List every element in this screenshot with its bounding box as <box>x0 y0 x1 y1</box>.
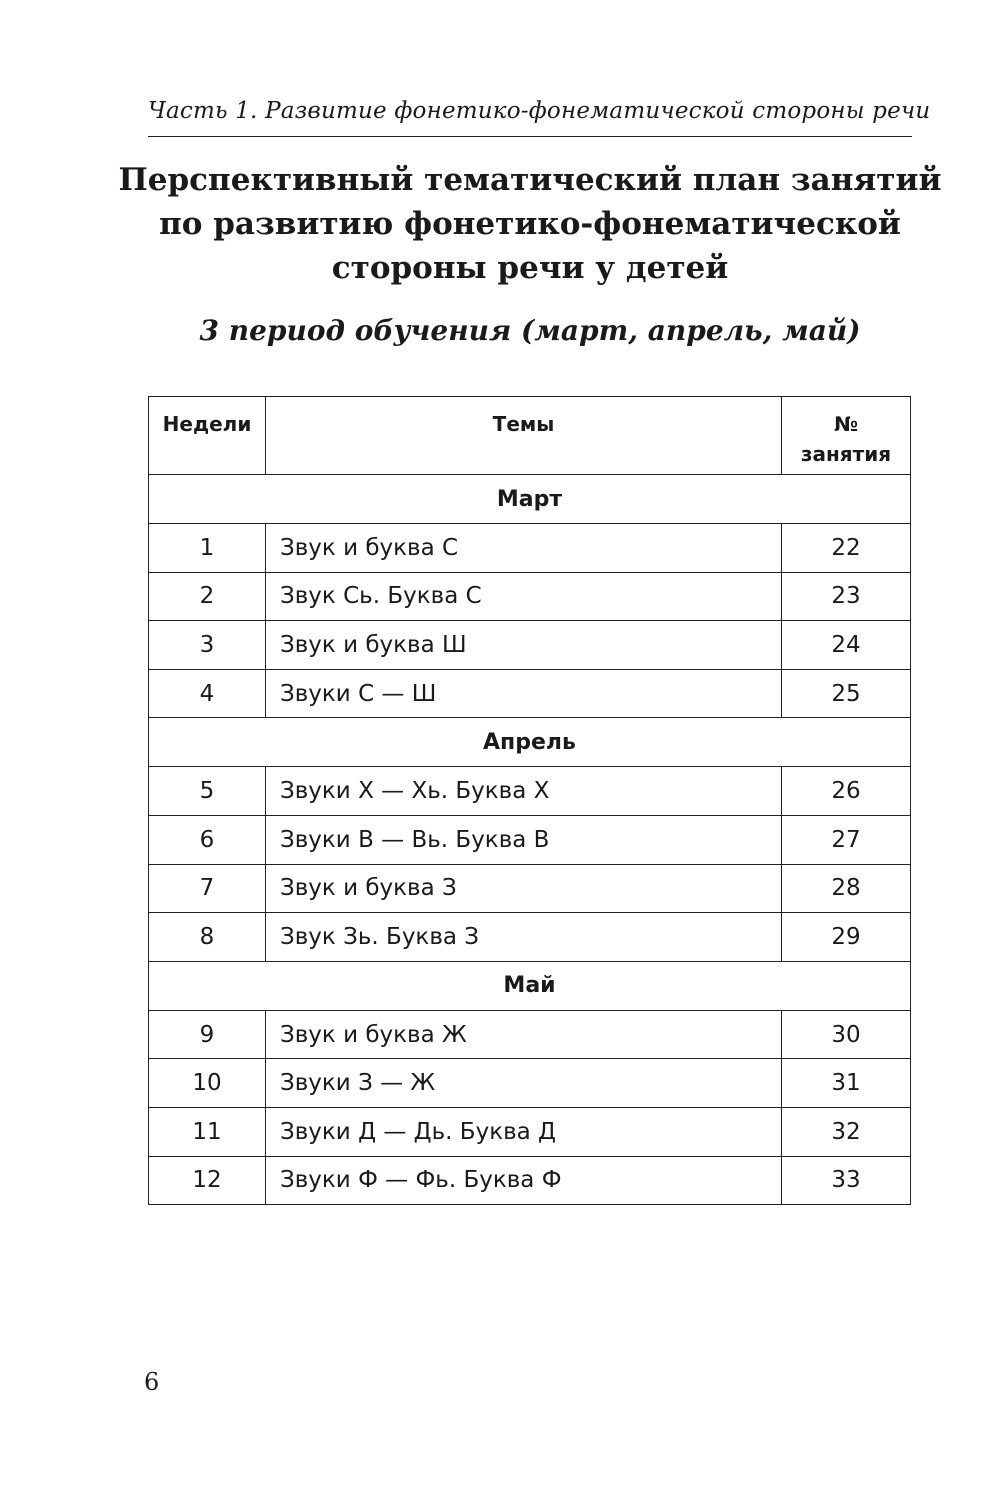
month-label: Март <box>149 475 911 524</box>
period-subtitle: 3 период обучения (март, апрель, май) <box>199 314 861 347</box>
month-label: Май <box>149 961 911 1010</box>
lesson-number-cell: 22 <box>782 524 911 573</box>
lesson-number-cell: 32 <box>782 1107 911 1156</box>
week-number-cell: 3 <box>149 621 266 670</box>
column-header-lesson-number <box>782 397 911 475</box>
week-number-cell: 11 <box>149 1107 266 1156</box>
column-header-lesson-number-line: № <box>833 412 859 436</box>
table-header-row <box>149 397 911 475</box>
table-row <box>149 572 911 621</box>
topic-cell: Звуки С — Ш <box>266 669 782 718</box>
month-row <box>149 475 911 524</box>
table-row <box>149 767 911 816</box>
lesson-number-cell: 33 <box>782 1156 911 1205</box>
table-body <box>149 475 911 1205</box>
week-number-cell: 1 <box>149 524 266 573</box>
table-row <box>149 1156 911 1205</box>
month-label: Апрель <box>149 718 911 767</box>
topic-cell: Звуки З — Ж <box>266 1059 782 1108</box>
topic-cell: Звук и буква Ш <box>266 621 782 670</box>
lesson-number-cell: 31 <box>782 1059 911 1108</box>
month-row <box>149 718 911 767</box>
column-header-lesson-number-line: занятия <box>800 442 892 466</box>
lesson-number-cell: 29 <box>782 913 911 962</box>
topic-cell: Звук и буква С <box>266 524 782 573</box>
lesson-number-cell: 25 <box>782 669 911 718</box>
week-number-cell: 2 <box>149 572 266 621</box>
lesson-number-cell: 27 <box>782 815 911 864</box>
page-title-line: по развитию фонетико-фонематической <box>159 206 901 242</box>
topic-cell: Звуки Х — Хь. Буква Х <box>266 767 782 816</box>
page-title-line: стороны речи у детей <box>331 250 729 286</box>
week-number-cell: 6 <box>149 815 266 864</box>
table-row <box>149 864 911 913</box>
table-row <box>149 913 911 962</box>
week-number-cell: 7 <box>149 864 266 913</box>
topic-cell: Звук и буква Ж <box>266 1010 782 1059</box>
page-title <box>100 158 960 290</box>
week-number-cell: 5 <box>149 767 266 816</box>
lesson-number-cell: 24 <box>782 621 911 670</box>
table-row <box>149 621 911 670</box>
lesson-number-cell: 28 <box>782 864 911 913</box>
column-header-weeks: Недели <box>149 397 266 475</box>
column-header-topics: Темы <box>266 397 782 475</box>
topic-cell: Звук и буква З <box>266 864 782 913</box>
page-title-line: Перспективный тематический план занятий <box>118 162 942 198</box>
week-number-cell: 4 <box>149 669 266 718</box>
lesson-plan-table <box>148 396 911 1205</box>
week-number-cell: 8 <box>149 913 266 962</box>
page-number: 6 <box>144 1368 160 1396</box>
topic-cell: Звуки Ф — Фь. Буква Ф <box>266 1156 782 1205</box>
table-row <box>149 524 911 573</box>
week-number-cell: 9 <box>149 1010 266 1059</box>
header-divider <box>148 136 912 137</box>
table-row <box>149 669 911 718</box>
topic-cell: Звуки В — Вь. Буква В <box>266 815 782 864</box>
lesson-number-cell: 23 <box>782 572 911 621</box>
month-row <box>149 961 911 1010</box>
table-row <box>149 815 911 864</box>
lesson-number-cell: 26 <box>782 767 911 816</box>
lesson-number-cell: 30 <box>782 1010 911 1059</box>
running-header: Часть 1. Развитие фонетико-фонематической стороны речи <box>148 98 931 124</box>
week-number-cell: 12 <box>149 1156 266 1205</box>
topic-cell: Звук Зь. Буква З <box>266 913 782 962</box>
table-row <box>149 1010 911 1059</box>
topic-cell: Звуки Д — Дь. Буква Д <box>266 1107 782 1156</box>
table-row <box>149 1059 911 1108</box>
week-number-cell: 10 <box>149 1059 266 1108</box>
topic-cell: Звук Сь. Буква С <box>266 572 782 621</box>
table-row <box>149 1107 911 1156</box>
